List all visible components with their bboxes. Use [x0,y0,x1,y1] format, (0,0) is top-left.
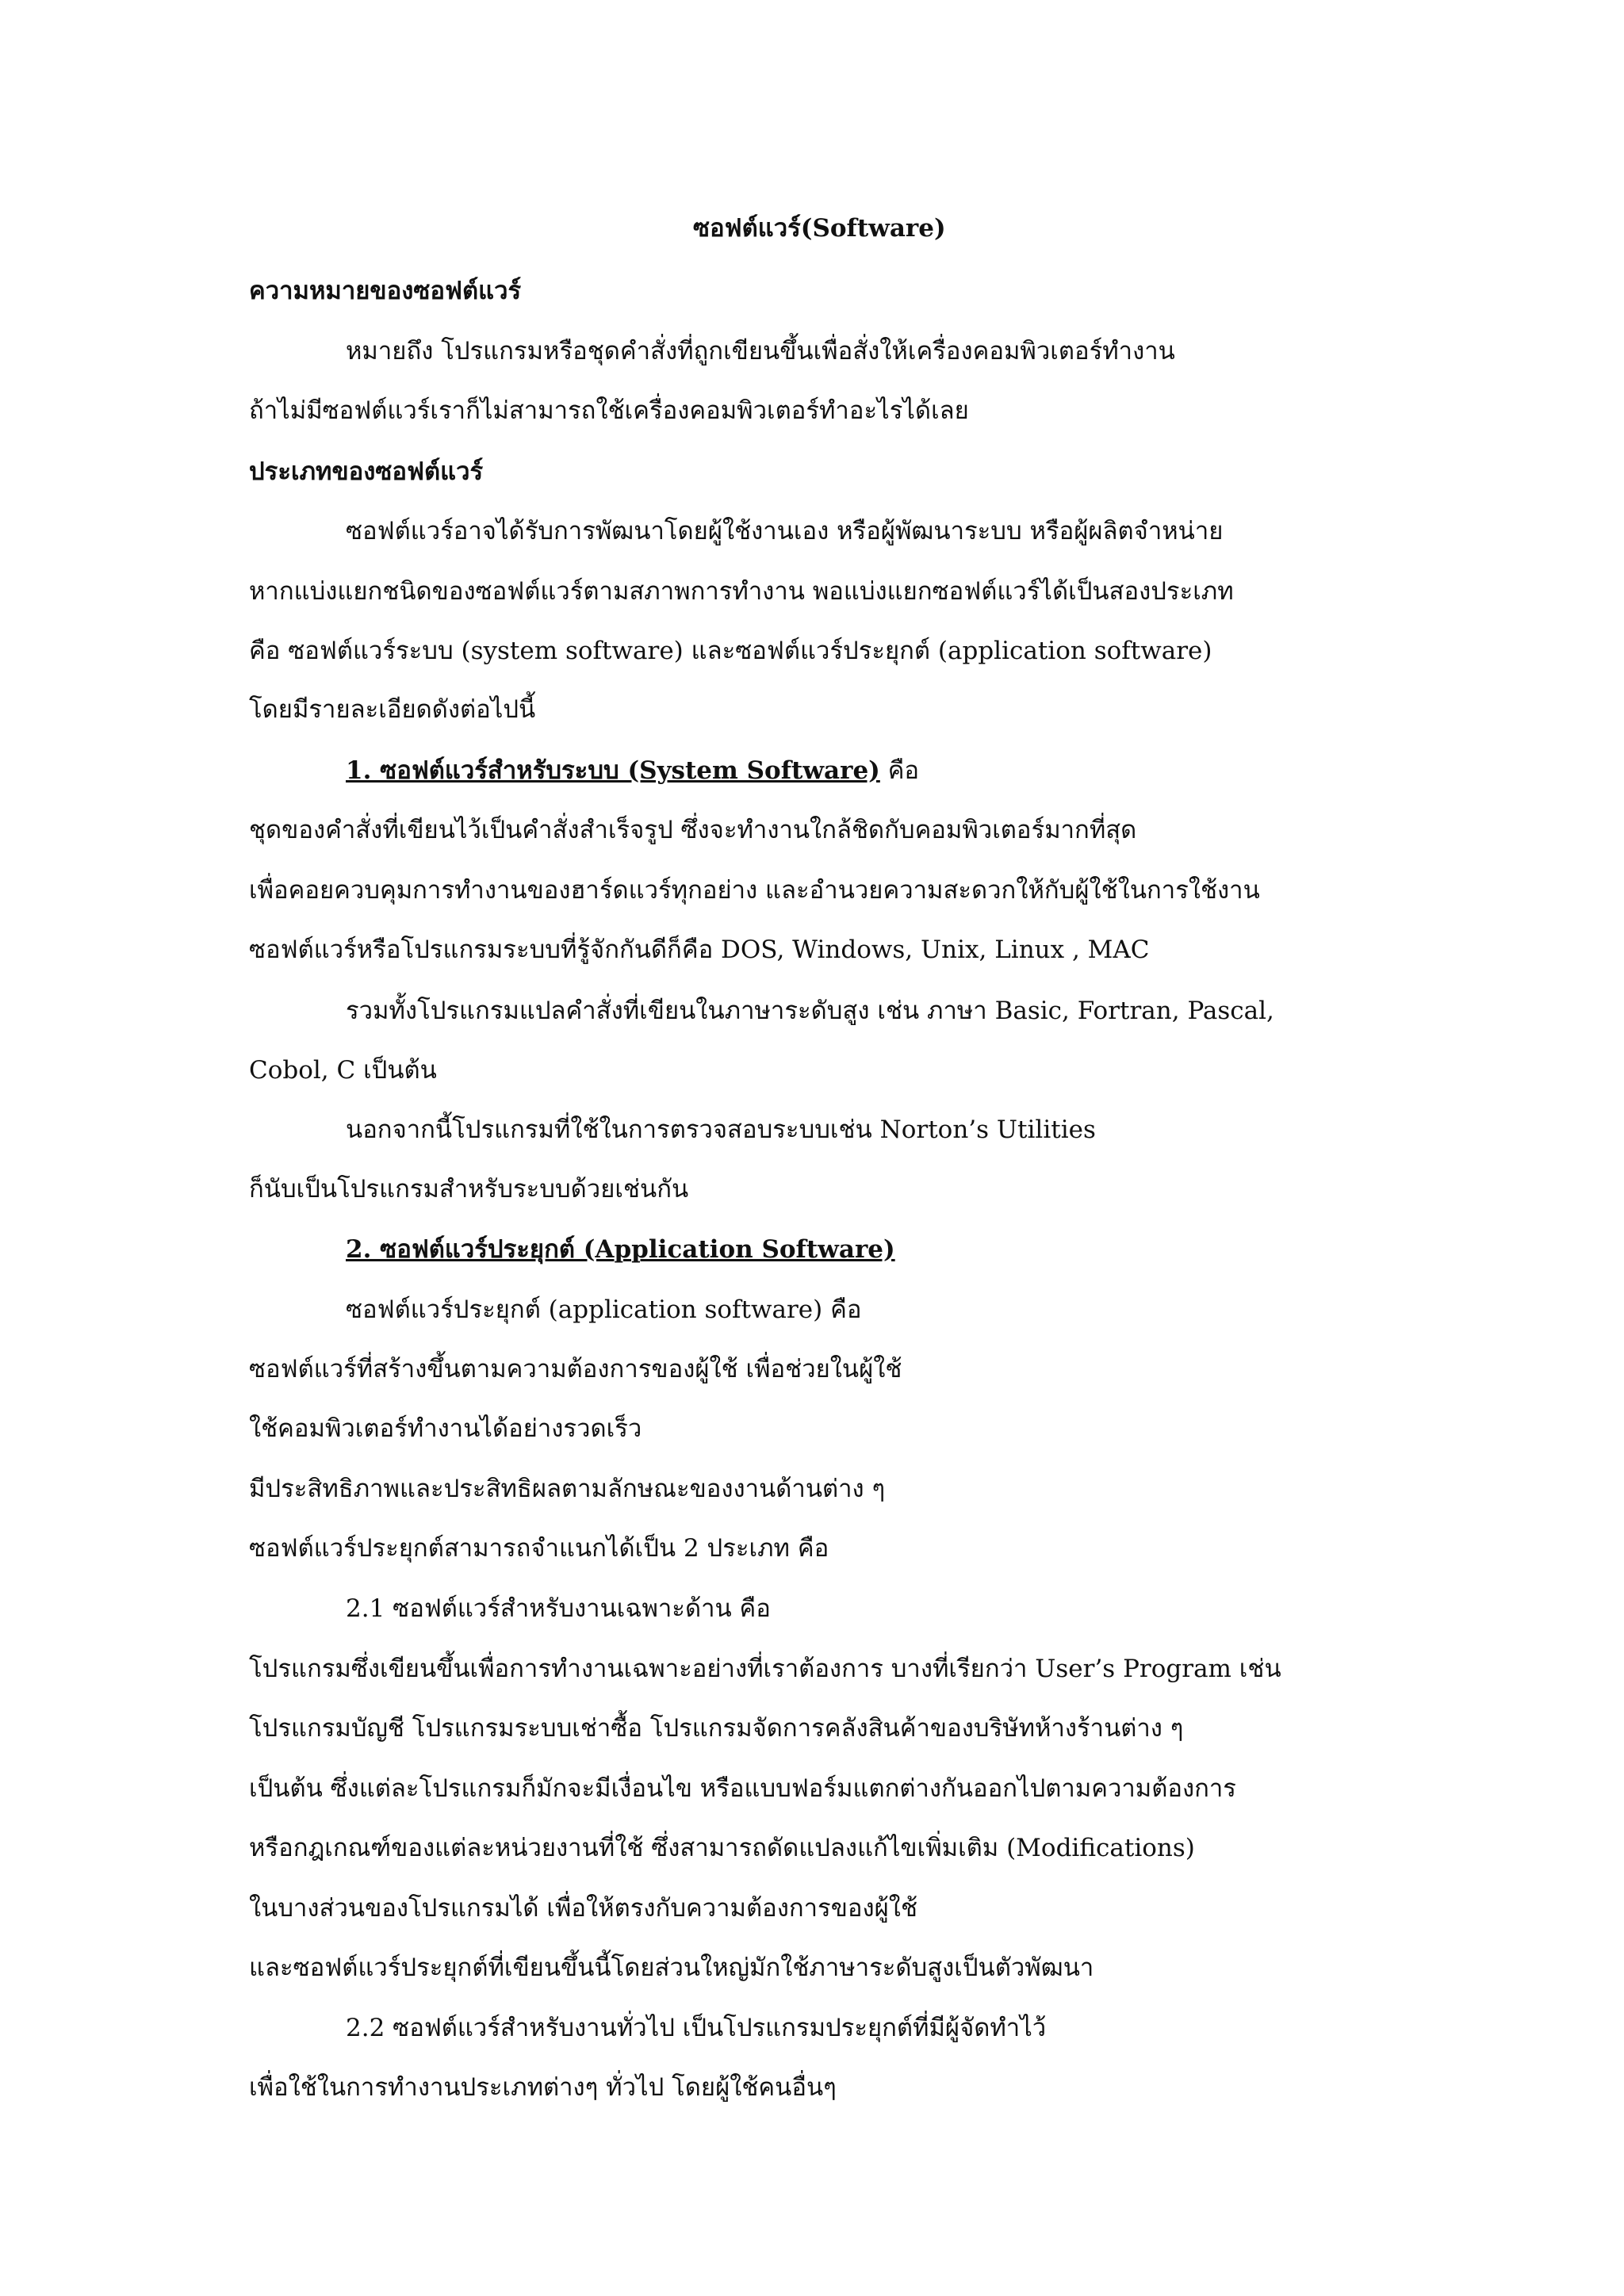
page-title: ซอฟต์แวร์(Software) [693,214,946,243]
system-paragraph-line: Cobol, C เป็นต้น [249,1056,437,1085]
app-paragraph-line: ซอฟต์แวร์ประยุกต์สามารถจำแนกได้เป็น 2 ประเภท คือ [249,1534,829,1563]
app21-paragraph-line: หรือกฎเกณฑ์ของแต่ละหน่วยงานที่ใช้ ซึ่งสามารถดัดแปลงแก้ไขเพิ่มเติม (Modifications) [249,1834,1195,1862]
app-paragraph-line: ใช้คอมพิวเตอร์ทำงานได้อย่างรวดเร็ว [249,1414,642,1443]
app21-paragraph-line: ในบางส่วนของโปรแกรมได้ เพื่อให้ตรงกับความต้องการของผู้ใช้ [249,1894,917,1923]
system-software-heading-suffix: คือ [879,756,920,785]
app22-paragraph-line: เพื่อใช้ในการทำงานประเภทต่างๆ ทั่วไป โดยผู้ใช้คนอื่นๆ [249,2073,837,2102]
system-paragraph-line: ก็นับเป็นโปรแกรมสำหรับระบบด้วยเช่นกัน [249,1175,689,1203]
heading-meaning: ความหมายของซอฟต์แวร์ [249,277,522,305]
app-paragraph-line: มีประสิทธิภาพและประสิทธิผลตามลักษณะของงานด้านต่าง ๆ [249,1475,886,1503]
app21-paragraph-line: โปรแกรมซึ่งเขียนขึ้นเพื่อการทำงานเฉพาะอย่างที่เราต้องการ บางที่เรียกว่า User’s Program เช่น [249,1655,1281,1683]
app21-paragraph-line: เป็นต้น ซึ่งแต่ละโปรแกรมก็มักจะมีเงื่อนไข หรือแบบฟอร์มแตกต่างกันออกไปตามความต้องการ [249,1774,1236,1803]
system-paragraph-line: เพื่อคอยควบคุมการทำงานของฮาร์ดแวร์ทุกอย่าง และอำนวยความสะดวกให้กับผู้ใช้ในการใช้งาน [249,876,1260,905]
meaning-paragraph-line: ถ้าไม่มีซอฟต์แวร์เราก็ไม่สามารถใช้เครื่องคอมพิวเตอร์ทำอะไรได้เลย [249,396,969,425]
system-paragraph-line: นอกจากนี้โปรแกรมที่ใช้ในการตรวจสอบระบบเช่น Norton’s Utilities [346,1115,1096,1144]
system-software-heading-text: 1. ซอฟต์แวร์สำหรับระบบ (System Software) [346,756,880,785]
types-paragraph-line: คือ ซอฟต์แวร์ระบบ (system software) และซอฟต์แวร์ประยุกต์ (application software) [249,637,1212,665]
system-paragraph-line: รวมทั้งโปรแกรมแปลคำสั่งที่เขียนในภาษาระดับสูง เช่น ภาษา Basic, Fortran, Pascal, [346,997,1274,1025]
system-software-heading [346,755,919,786]
types-paragraph-line: ซอฟต์แวร์อาจได้รับการพัฒนาโดยผู้ใช้งานเอง หรือผู้พัฒนาระบบ หรือผู้ผลิตจำหน่าย [346,517,1224,545]
app-paragraph-line: ซอฟต์แวร์ประยุกต์ (application software) คือ [346,1295,862,1324]
app22-paragraph-line: 2.2 ซอฟต์แวร์สำหรับงานทั่วไป เป็นโปรแกรมประยุกต์ที่มีผู้จัดทำไว้ [346,2014,1047,2042]
app21-paragraph-line: โปรแกรมบัญชี โปรแกรมระบบเช่าซื้อ โปรแกรมจัดการคลังสินค้าของบริษัทห้างร้านต่าง ๆ [249,1714,1184,1743]
heading-types: ประเภทของซอฟต์แวร์ [249,457,484,486]
app21-paragraph-line: และซอฟต์แวร์ประยุกต์ที่เขียนขึ้นนี้โดยส่วนใหญ่มักใช้ภาษาระดับสูงเป็นตัวพัฒนา [249,1954,1094,1982]
system-paragraph-line: ชุดของคำสั่งที่เขียนไว้เป็นคำสั่งสำเร็จรูป ซึ่งจะทำงานใกล้ชิดกับคอมพิวเตอร์มากที่สุด [249,816,1137,844]
app21-paragraph-line: 2.1 ซอฟต์แวร์สำหรับงานเฉพาะด้าน คือ [346,1594,771,1623]
meaning-paragraph-line: หมายถึง โปรแกรมหรือชุดคำสั่งที่ถูกเขียนขึ้นเพื่อสั่งให้เครื่องคอมพิวเตอร์ทำงาน [346,337,1175,365]
types-paragraph-line: หากแบ่งแยกชนิดของซอฟต์แวร์ตามสภาพการทำงาน พอแบ่งแยกซอฟต์แวร์ได้เป็นสองประเภท [249,577,1234,606]
application-software-heading: 2. ซอฟต์แวร์ประยุกต์ (Application Software) [346,1235,895,1264]
app-paragraph-line: ซอฟต์แวร์ที่สร้างขึ้นตามความต้องการของผู้ใช้ เพื่อช่วยในผู้ใช้ [249,1355,902,1383]
types-paragraph-line: โดยมีรายละเอียดดังต่อไปนี้ [249,695,536,724]
system-paragraph-line: ซอฟต์แวร์หรือโปรแกรมระบบที่รู้จักกันดีก็คือ DOS, Windows, Unix, Linux , MAC [249,936,1150,964]
